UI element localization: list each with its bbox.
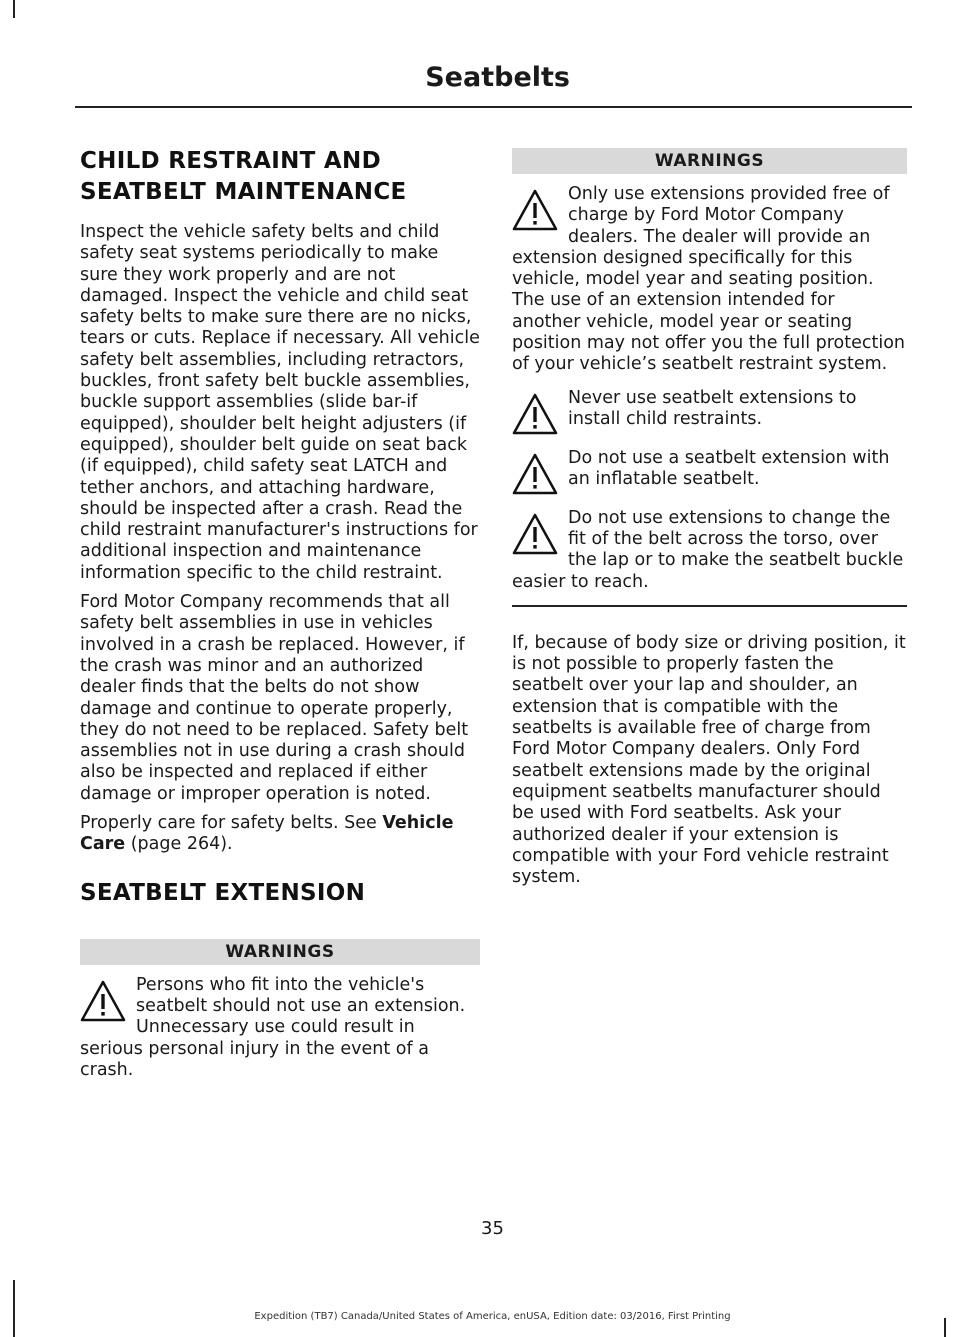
warning-triangle-icon <box>512 188 558 232</box>
warning-triangle-icon <box>512 512 558 556</box>
crop-mark-top-left <box>13 0 15 18</box>
warning-item: Never use seatbelt extensions to install child restraints. <box>512 388 907 436</box>
warning-item: Persons who fit into the vehicle's seatbelt should not use an extension. Unnecessary use could result in serious personal injury in the event of a crash. <box>80 974 466 1080</box>
vehicle-care-link[interactable]: Vehicle Care <box>80 813 454 855</box>
left-column <box>80 146 480 1093</box>
warnings-header: WARNINGS <box>80 939 480 965</box>
warnings-header: WARNINGS <box>512 148 907 174</box>
warning-triangle-icon <box>512 392 558 436</box>
warning-triangle-icon <box>80 979 126 1023</box>
warning-item: Do not use a seatbelt extension with an inflatable seatbelt. <box>512 448 907 496</box>
crop-mark-bottom-left <box>13 1280 15 1337</box>
warning-triangle-icon <box>512 452 558 496</box>
right-column <box>512 148 907 896</box>
section-title-child-restraint: CHILD RESTRAINT AND SEATBELT MAINTENANCE <box>80 148 407 205</box>
paragraph-extension-availability: If, because of body size or driving position, it is not possible to properly fasten the seatbelt over your lap and shoulder, an extension that is compatible with the seatbelts is available free of charge from Ford Motor Company dealers. Only Ford seatbelt extensions made by the original equipment seatbelts manufacturer should be used with Ford seatbelts. Ask your authorized dealer if your extension is compatible with your Ford vehicle restraint system. <box>512 632 906 888</box>
warning-item: Only use extensions provided free of charge by Ford Motor Company dealers. The dealer will provide an extension designed specifically for this vehicle, model year and seating position. The use of an extension intended for another vehicle, model year or seating position may not offer you the full protection of your vehicle’s seatbelt restraint system. <box>512 184 906 375</box>
section-title-seatbelt-extension: SEATBELT EXTENSION <box>80 879 366 906</box>
page-footer: Expedition (TB7) Canada/United States of America, enUSA, Edition date: 03/2016, First Printing <box>254 1311 731 1322</box>
page-number: 35 <box>481 1218 504 1239</box>
warning-item: Do not use extensions to change the fit of the belt across the torso, over the lap or to make the seatbelt buckle easier to reach. <box>512 507 904 592</box>
paragraph-inspect: Inspect the vehicle safety belts and child safety seat systems periodically to make sure they work properly and are not damaged. Inspect the vehicle and child seat safety belts to make sure there are no nicks, tears or cuts. Replace if necessary. All vehicle safety belt assemblies, including retractors, buckles, front safety belt buckle assemblies, buckle support assemblies (slide bar-if equipped), shoulder belt height adjusters (if equipped), shoulder belt guide on seat back (if equipped), child safety seat LATCH and tether anchors, and attaching hardware, should be inspected after a crash. Read the child restraint manufacturer's instructions for additional inspection and maintenance information specific to the child restraint. <box>80 222 480 583</box>
warnings-end-rule <box>512 605 907 607</box>
paragraph-care: Properly care for safety belts. See Vehicle Care (page 264). <box>80 813 454 855</box>
paragraph-replace: Ford Motor Company recommends that all safety belt assemblies in use in vehicles involved in a crash be replaced. However, if the crash was minor and an authorized dealer finds that the belts do not show damage and continue to operate properly, they do not need to be replaced. Safety belt assemblies not in use during a crash should also be inspected and replaced if either damage or improper operation is noted. <box>80 592 469 804</box>
header-rule <box>75 106 912 108</box>
page-header-title: Seatbelts <box>425 62 570 93</box>
